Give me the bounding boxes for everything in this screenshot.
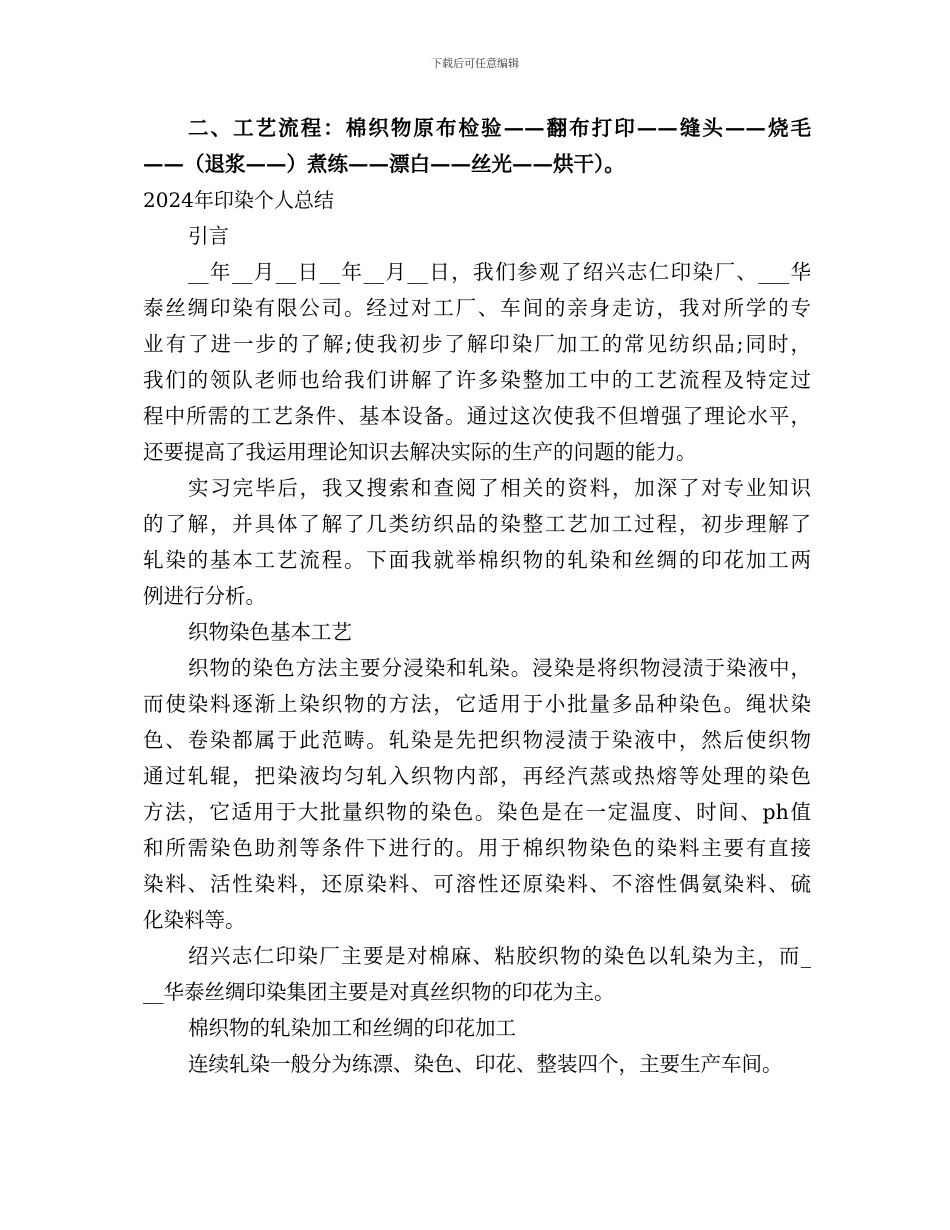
header-note: 下载后可任意编辑 xyxy=(431,57,519,70)
para3-line-7: 染料、活性染料，还原染料、可溶性还原染料、不溶性偶氨染料、硫 xyxy=(143,872,811,896)
para2-line-4: 例进行分析。 xyxy=(143,584,266,608)
para3-line-4: 通过轧辊，把染液均匀轧入织物内部，再经汽蒸或热熔等处理的染色 xyxy=(143,764,811,788)
para1-line-3: 业有了进一步的了解;使我初步了解印染厂加工的常见纺织品;同时， xyxy=(143,332,811,356)
para2-line-3: 轧染的基本工艺流程。下面我就举棉织物的轧染和丝绸的印花加工两 xyxy=(143,548,811,572)
heading-intro: 引言 xyxy=(188,224,229,248)
para1-line-5: 程中所需的工艺条件、基本设备。通过这次使我不但增强了理论水平， xyxy=(143,404,811,428)
process-line-2: ——（退浆——）煮练——漂白——丝光——烘干）。 xyxy=(143,152,625,176)
document-title: 2024年印染个人总结 xyxy=(143,188,334,212)
process-line-1: 二、工艺流程：棉织物原布检验——翻布打印——缝头——烧毛 xyxy=(188,116,811,140)
para3-line-5: 方法，它适用于大批量织物的染色。染色是在一定温度、时间、ph值 xyxy=(143,800,811,824)
para1-line-6: 还要提高了我运用理论知识去解决实际的生产的问题的能力。 xyxy=(143,440,697,464)
para1-line-2: 泰丝绸印染有限公司。经过对工厂、车间的亲身走访，我对所学的专 xyxy=(143,296,811,320)
para2-line-1: 实习完毕后，我又搜索和查阅了相关的资料，加深了对专业知识 xyxy=(188,476,811,500)
para5-line-1: 连续轧染一般分为练漂、染色、印花、整装四个，主要生产车间。 xyxy=(188,1052,783,1076)
para1-line-4: 我们的领队老师也给我们讲解了许多染整加工中的工艺流程及特定过 xyxy=(143,368,811,392)
heading-dyeing: 织物染色基本工艺 xyxy=(188,620,352,644)
para3-line-8: 化染料等。 xyxy=(143,908,246,932)
para3-line-2: 而使染料逐渐上染织物的方法，它适用于小批量多品种染色。绳状染 xyxy=(143,692,811,716)
para3-line-1: 织物的染色方法主要分浸染和轧染。浸染是将织物浸渍于染液中， xyxy=(188,656,811,680)
para2-line-2: 的了解，并具体了解了几类纺织品的染整工艺加工过程，初步理解了 xyxy=(143,512,811,536)
para1-line-1: __年__月__日__年__月__日，我们参观了绍兴志仁印染厂、___华 xyxy=(188,260,811,284)
para4-line-2: __华泰丝绸印染集团主要是对真丝织物的印花为主。 xyxy=(143,980,615,1004)
document-body xyxy=(143,110,811,1082)
para3-line-6: 和所需染色助剂等条件下进行的。用于棉织物染色的染料主要有直接 xyxy=(143,836,811,860)
para4-line-1: 绍兴志仁印染厂主要是对棉麻、粘胶织物的染色以轧染为主，而_ xyxy=(188,944,811,968)
para3-line-3: 色、卷染都属于此范畴。轧染是先把织物浸渍于染液中，然后使织物 xyxy=(143,728,811,752)
heading-processing: 棉织物的轧染加工和丝绸的印花加工 xyxy=(188,1016,516,1040)
